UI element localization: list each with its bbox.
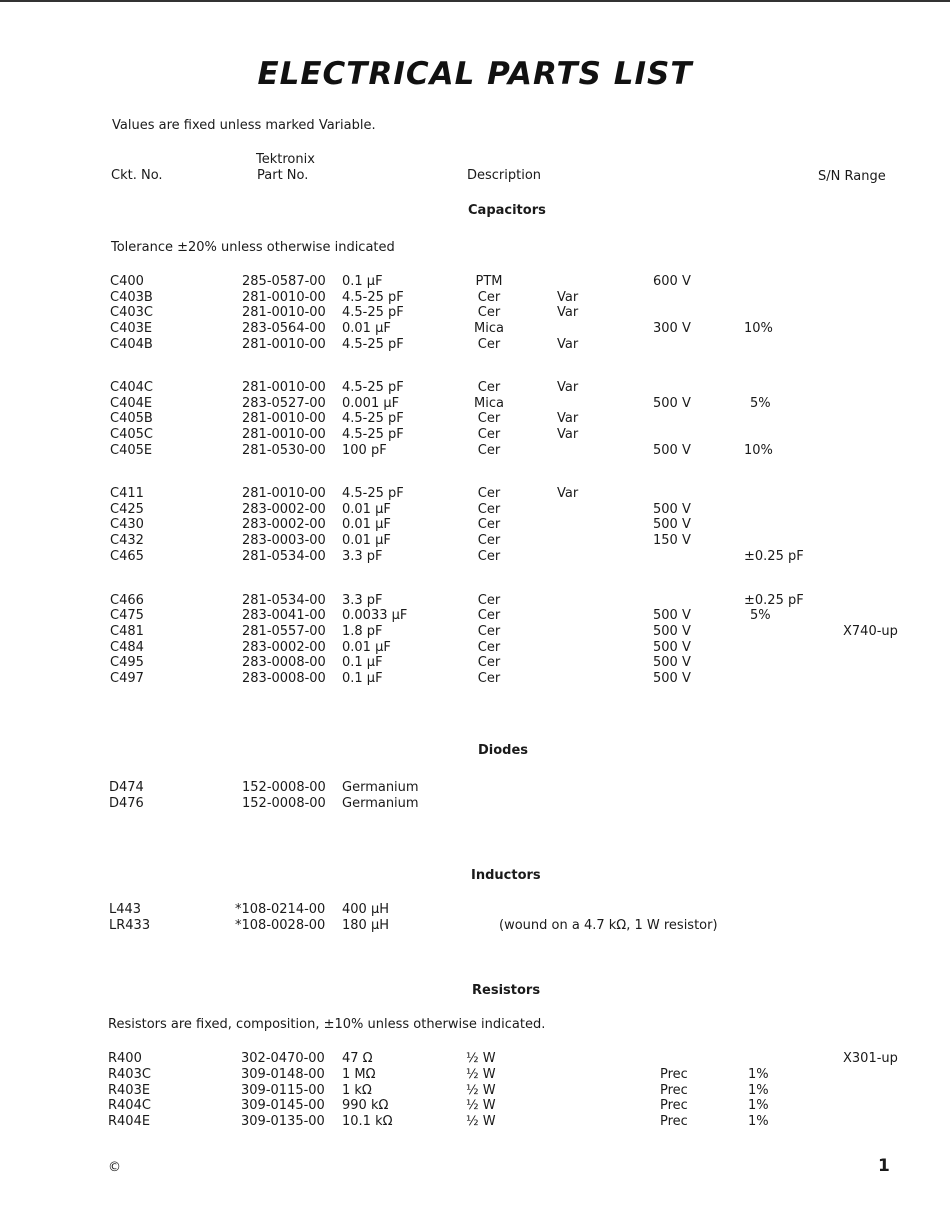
cell-ckt-no: R403C <box>108 1067 151 1082</box>
cell-sn-range: X301-up <box>843 1051 898 1066</box>
cell-part-no: 281-0010-00 <box>242 380 326 395</box>
cell-tolerance: 1% <box>748 1098 769 1113</box>
cell-tolerance: ±0.25 pF <box>744 549 804 564</box>
cell-value: 4.5-25 pF <box>342 290 404 305</box>
cell-ckt-no: C405E <box>110 443 153 458</box>
cell-type: Prec <box>660 1083 688 1098</box>
cell-value: 0.01 µF <box>342 321 391 336</box>
page-number: 1 <box>878 1156 890 1176</box>
cell-variable: Var <box>557 380 579 395</box>
cell-part-no: 283-0527-00 <box>242 396 326 411</box>
cell-part-no: 283-0008-00 <box>242 671 326 686</box>
cell-ckt-no: C475 <box>110 608 144 623</box>
cell-wattage: ½ W <box>466 1114 496 1129</box>
cell-part-no: 152-0008-00 <box>242 780 326 795</box>
cell-variable: Var <box>557 411 579 426</box>
cell-value: 990 kΩ <box>342 1098 389 1113</box>
cell-value: 4.5-25 pF <box>342 411 404 426</box>
section-diodes: Diodes <box>478 743 529 758</box>
cell-description: Germanium <box>342 780 419 795</box>
cell-voltage: 500 V <box>653 502 691 517</box>
cell-voltage: 500 V <box>653 443 691 458</box>
cell-ckt-no: C466 <box>110 593 144 608</box>
cell-type: PTM <box>475 274 503 289</box>
cell-type: Cer <box>477 624 501 639</box>
cell-voltage: 500 V <box>653 640 691 655</box>
page-title: ELECTRICAL PARTS LIST <box>257 56 693 92</box>
cell-part-no: 302-0470-00 <box>241 1051 325 1066</box>
cell-ckt-no: C465 <box>110 549 144 564</box>
cell-ckt-no: C497 <box>110 671 144 686</box>
cell-description: Germanium <box>342 796 419 811</box>
cell-ckt-no: C411 <box>110 486 144 501</box>
cell-value: 400 µH <box>342 902 389 917</box>
cell-ckt-no: C404E <box>110 396 153 411</box>
cell-type: Cer <box>477 380 501 395</box>
cell-type: Mica <box>474 396 504 411</box>
cell-part-no: 281-0010-00 <box>242 411 326 426</box>
cell-type: Cer <box>477 533 501 548</box>
cell-voltage: 500 V <box>653 517 691 532</box>
cell-variable: Var <box>557 305 579 320</box>
cell-value: 0.001 µF <box>342 396 400 411</box>
cell-sn-range: X740-up <box>843 624 898 639</box>
cell-ckt-no: C481 <box>110 624 144 639</box>
cell-ckt-no: C405B <box>110 411 153 426</box>
cell-value: 4.5-25 pF <box>342 305 404 320</box>
cell-part-no: 283-0002-00 <box>242 502 326 517</box>
cell-ckt-no: R404C <box>108 1098 151 1113</box>
cell-value: 10.1 kΩ <box>342 1114 393 1129</box>
cell-ckt-no: R403E <box>108 1083 151 1098</box>
cell-voltage: 500 V <box>653 396 691 411</box>
cell-type: Cer <box>477 443 501 458</box>
cell-type: Cer <box>477 337 501 352</box>
cell-part-no: 281-0534-00 <box>242 549 326 564</box>
cell-ckt-no: D474 <box>109 780 144 795</box>
cell-voltage: 600 V <box>653 274 691 289</box>
cell-ckt-no: C432 <box>110 533 144 548</box>
section-resistors: Resistors <box>472 983 541 998</box>
cell-value: 0.01 µF <box>342 533 391 548</box>
capacitors-tolerance-note: Tolerance ±20% unless otherwise indicated <box>111 240 395 255</box>
header-description: Description <box>467 168 542 183</box>
cell-part-no: 281-0010-00 <box>242 305 326 320</box>
cell-type: Cer <box>477 411 501 426</box>
cell-ckt-no: C404B <box>110 337 153 352</box>
cell-value: 1 kΩ <box>342 1083 372 1098</box>
header-part-no: Part No. <box>257 168 309 183</box>
cell-part-no: 309-0135-00 <box>241 1114 325 1129</box>
cell-note: (wound on a 4.7 kΩ, 1 W resistor) <box>499 918 718 933</box>
cell-part-no: 283-0564-00 <box>242 321 326 336</box>
cell-value: 3.3 pF <box>342 593 383 608</box>
cell-value: 0.01 µF <box>342 517 391 532</box>
cell-ckt-no: R404E <box>108 1114 151 1129</box>
cell-ckt-no: C403E <box>110 321 153 336</box>
cell-wattage: ½ W <box>466 1067 496 1082</box>
cell-ckt-no: L443 <box>109 902 142 917</box>
cell-type: Cer <box>477 640 501 655</box>
cell-type: Cer <box>477 593 501 608</box>
cell-type: Cer <box>477 517 501 532</box>
cell-variable: Var <box>557 337 579 352</box>
cell-part-no: 285-0587-00 <box>242 274 326 289</box>
cell-voltage: 500 V <box>653 624 691 639</box>
cell-voltage: 500 V <box>653 608 691 623</box>
intro-text: Values are fixed unless marked Variable. <box>112 118 376 133</box>
cell-value: 47 Ω <box>342 1051 373 1066</box>
cell-wattage: ½ W <box>466 1083 496 1098</box>
cell-part-no: *108-0028-00 <box>235 918 326 933</box>
cell-part-no: 283-0003-00 <box>242 533 326 548</box>
cell-type: Cer <box>477 549 501 564</box>
cell-value: 4.5-25 pF <box>342 380 404 395</box>
cell-tolerance: 1% <box>748 1114 769 1129</box>
section-inductors: Inductors <box>471 868 541 883</box>
section-capacitors: Capacitors <box>468 203 546 218</box>
cell-variable: Var <box>557 486 579 501</box>
cell-type: Cer <box>477 671 501 686</box>
cell-value: 1 MΩ <box>342 1067 376 1082</box>
cell-part-no: 281-0010-00 <box>242 486 326 501</box>
cell-ckt-no: C495 <box>110 655 144 670</box>
cell-ckt-no: LR433 <box>109 918 151 933</box>
cell-value: 0.01 µF <box>342 640 391 655</box>
cell-value: 0.01 µF <box>342 502 391 517</box>
cell-part-no: 283-0002-00 <box>242 517 326 532</box>
cell-part-no: 283-0002-00 <box>242 640 326 655</box>
cell-tolerance: 10% <box>744 321 773 336</box>
cell-value: 4.5-25 pF <box>342 427 404 442</box>
cell-voltage: 300 V <box>653 321 691 336</box>
cell-type: Cer <box>477 502 501 517</box>
cell-value: 0.0033 µF <box>342 608 408 623</box>
cell-tolerance: 5% <box>750 396 771 411</box>
cell-ckt-no: D476 <box>109 796 144 811</box>
cell-variable: Var <box>557 290 579 305</box>
cell-type: Cer <box>477 290 501 305</box>
cell-voltage: 150 V <box>653 533 691 548</box>
cell-type: Cer <box>477 305 501 320</box>
cell-ckt-no: C425 <box>110 502 144 517</box>
cell-tolerance: 5% <box>750 608 771 623</box>
resistors-tolerance-note: Resistors are fixed, composition, ±10% unless otherwise indicated. <box>108 1017 546 1032</box>
cell-ckt-no: C405C <box>110 427 153 442</box>
cell-tolerance: ±0.25 pF <box>744 593 804 608</box>
cell-tolerance: 1% <box>748 1067 769 1082</box>
cell-voltage: 500 V <box>653 655 691 670</box>
cell-value: 1.8 pF <box>342 624 383 639</box>
cell-type: Cer <box>477 608 501 623</box>
cell-voltage: 500 V <box>653 671 691 686</box>
cell-value: 0.1 µF <box>342 655 383 670</box>
cell-ckt-no: C403B <box>110 290 153 305</box>
cell-part-no: 281-0010-00 <box>242 337 326 352</box>
cell-part-no: 283-0041-00 <box>242 608 326 623</box>
cell-part-no: 281-0010-00 <box>242 290 326 305</box>
cell-wattage: ½ W <box>466 1098 496 1113</box>
cell-ckt-no: C430 <box>110 517 144 532</box>
cell-part-no: 281-0010-00 <box>242 427 326 442</box>
cell-part-no: 309-0148-00 <box>241 1067 325 1082</box>
cell-ckt-no: C484 <box>110 640 144 655</box>
cell-value: 180 µH <box>342 918 389 933</box>
cell-variable: Var <box>557 427 579 442</box>
cell-part-no: 309-0145-00 <box>241 1098 325 1113</box>
cell-value: 100 pF <box>342 443 387 458</box>
cell-type: Mica <box>474 321 504 336</box>
cell-ckt-no: C403C <box>110 305 153 320</box>
cell-part-no: *108-0214-00 <box>235 902 326 917</box>
header-ckt-no: Ckt. No. <box>111 168 163 183</box>
cell-value: 0.1 µF <box>342 274 383 289</box>
copyright-mark: © <box>108 1160 121 1175</box>
cell-ckt-no: C404C <box>110 380 153 395</box>
cell-value: 0.1 µF <box>342 671 383 686</box>
cell-type: Cer <box>477 427 501 442</box>
cell-tolerance: 10% <box>744 443 773 458</box>
cell-value: 4.5-25 pF <box>342 337 404 352</box>
cell-part-no: 281-0557-00 <box>242 624 326 639</box>
cell-part-no: 152-0008-00 <box>242 796 326 811</box>
cell-ckt-no: R400 <box>108 1051 142 1066</box>
cell-part-no: 309-0115-00 <box>241 1083 325 1098</box>
cell-tolerance: 1% <box>748 1083 769 1098</box>
cell-value: 4.5-25 pF <box>342 486 404 501</box>
cell-ckt-no: C400 <box>110 274 144 289</box>
cell-part-no: 281-0534-00 <box>242 593 326 608</box>
cell-type: Prec <box>660 1067 688 1082</box>
cell-type: Prec <box>660 1114 688 1129</box>
cell-type: Prec <box>660 1098 688 1113</box>
cell-type: Cer <box>477 655 501 670</box>
cell-part-no: 283-0008-00 <box>242 655 326 670</box>
header-tektronix: Tektronix <box>256 152 315 167</box>
cell-type: Cer <box>477 486 501 501</box>
cell-value: 3.3 pF <box>342 549 383 564</box>
cell-wattage: ½ W <box>466 1051 496 1066</box>
header-sn-range: S/N Range <box>818 169 886 184</box>
cell-part-no: 281-0530-00 <box>242 443 326 458</box>
top-rule <box>0 0 950 2</box>
